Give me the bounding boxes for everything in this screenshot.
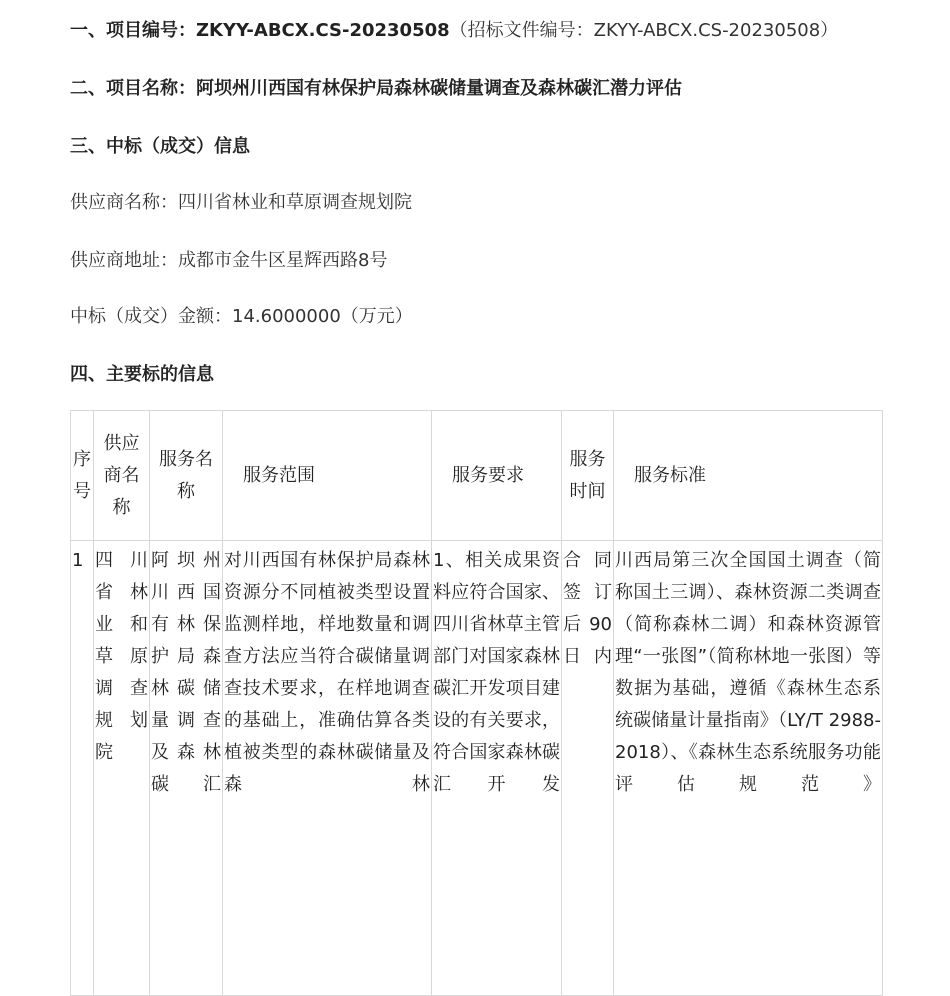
supplier-name: 供应商名称：四川省林业和草原调查规划院 — [70, 192, 412, 213]
header-index: 序号 — [71, 411, 94, 541]
tender-doc-number: （招标文件编号：ZKYY-ABCX.CS-20230508） — [449, 20, 839, 41]
cell-index: 1 — [71, 541, 94, 996]
header-supplier: 供应商名称 — [94, 411, 150, 541]
table-row — [71, 541, 883, 996]
cell-period: 合同签订后90日内 — [562, 541, 614, 996]
cell-standard: 川西局第三次全国国土调查（简称国土三调）、森林资源二类调查（简称森林二调）和森林资源管理“一张图”（简称林地一张图）等数据为基础，遵循《森林生态系统碳储量计量指南》（LY/T 2988-2018）、《森林生态系统服务功能评估规范》 — [614, 541, 883, 996]
header-period: 服务时间 — [562, 411, 614, 541]
award-info-heading: 三、中标（成交）信息 — [70, 136, 250, 157]
supplier-address: 供应商地址：成都市金牛区星辉西路8号 — [70, 250, 388, 271]
subject-table — [70, 410, 883, 996]
cell-service-name: 阿坝州川西国有林保护局森林碳储量调查及森林碳汇 — [150, 541, 223, 996]
award-amount: 中标（成交）金额：14.6000000（万元） — [70, 306, 413, 327]
header-service-name: 服务名称 — [150, 411, 223, 541]
header-standard: 服务标准 — [614, 411, 883, 541]
cell-scope: 对川西国有林保护局森林资源分不同植被类型设置监测样地，样地数量和调查方法应当符合碳储量调查技术要求，在样地调查的基础上，准确估算各类植被类型的森林碳储量及森林 — [223, 541, 432, 996]
table-header-row — [71, 411, 883, 541]
project-number: 一、项目编号：ZKYY-ABCX.CS-20230508 — [70, 20, 450, 41]
header-requirement: 服务要求 — [432, 411, 562, 541]
project-number-line — [70, 16, 838, 42]
project-name: 二、项目名称：阿坝州川西国有林保护局森林碳储量调查及森林碳汇潜力评估 — [70, 78, 682, 99]
cell-requirement: 1、相关成果资料应符合国家、四川省林草主管部门对国家森林碳汇开发项目建设的有关要求，符合国家森林碳汇开发 — [432, 541, 562, 996]
cell-supplier: 四川省林业和草原调查规划院 — [94, 541, 150, 996]
main-subject-heading: 四、主要标的信息 — [70, 364, 214, 385]
header-scope: 服务范围 — [223, 411, 432, 541]
